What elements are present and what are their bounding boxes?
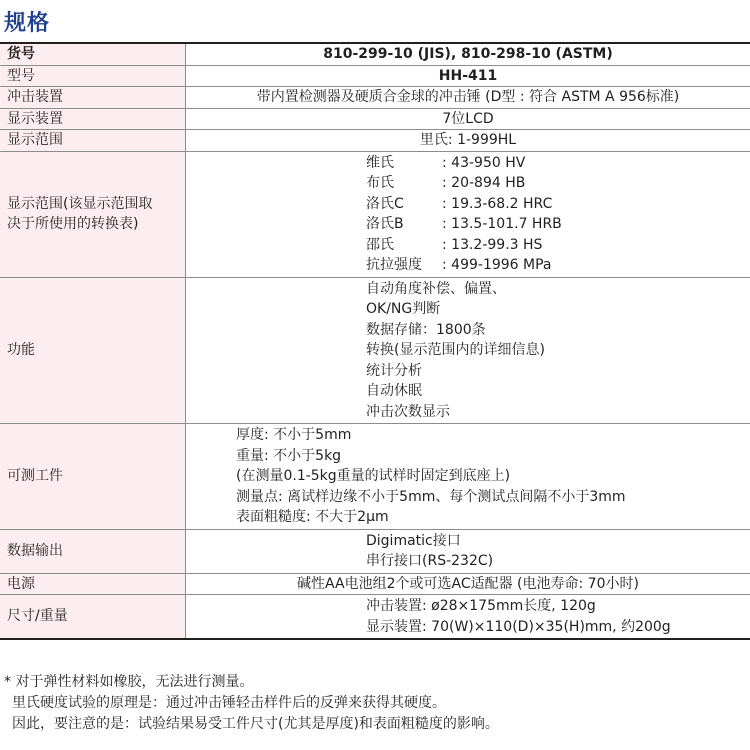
range-value: 里氏: 1-999HL	[186, 130, 750, 152]
row-label: 电源	[0, 573, 186, 595]
conv-label-line: 显示范围(该显示范围取	[7, 195, 153, 212]
function-values	[186, 277, 750, 424]
conv-value: : 20-894 HB	[442, 175, 526, 191]
function-item: 自动角度补偿、偏置、	[366, 280, 506, 297]
function-item: 统计分析	[366, 362, 422, 379]
row-label: 尺寸/重量	[0, 595, 186, 640]
size-item: 显示装置: 70(W)×110(D)×35(H)mm, 约200g	[366, 618, 671, 635]
table-row-model-no	[0, 43, 750, 65]
workpiece-values	[186, 424, 750, 530]
function-item: OK/NG判断	[366, 301, 441, 317]
conversion-list	[366, 153, 744, 276]
conv-value: : 43-950 HV	[442, 154, 526, 171]
output-item: Digimatic接口	[366, 532, 461, 549]
display-value: 7位LCD	[186, 108, 750, 130]
table-row-type	[0, 65, 750, 87]
size-values	[186, 595, 750, 640]
row-label: 功能	[0, 277, 186, 424]
power-value	[186, 573, 750, 595]
footnote: 因此，要注意的是：试验结果易受工件尺寸(尤其是厚度)和表面粗糙度的影响。	[12, 716, 499, 732]
type-value: HH-411	[186, 65, 750, 87]
workpiece-item: 表面粗糙度: 不大于2μm	[236, 509, 389, 525]
output-values	[186, 529, 750, 573]
row-label: 型号	[0, 65, 186, 87]
conv-key: 洛氏C	[366, 195, 404, 212]
conv-key: 邵氏	[366, 236, 394, 253]
page-title: 规格	[4, 11, 51, 36]
conversion-values	[186, 151, 750, 277]
model-no-value: 810-299-10 (JIS), 810-298-10 (ASTM)	[186, 43, 750, 65]
impact-value	[186, 87, 750, 109]
row-label: 冲击装置	[0, 87, 186, 109]
conv-value: : 499-1996 MPa	[442, 257, 552, 273]
row-label: 可测工件	[0, 424, 186, 530]
table-row-workpiece	[0, 424, 750, 530]
table-row-power	[0, 573, 750, 595]
row-label: 货号	[0, 43, 186, 65]
function-item: 自动休眠	[366, 383, 422, 399]
workpiece-item: 测量点: 离试样边缘不小于5mm、每个测试点间隔不小于3mm	[236, 488, 626, 505]
impact-text: 带内置检测器及硬质合金球的冲击锤 (D型 : 符合 ASTM A 956标准)	[256, 89, 680, 105]
workpiece-item: 重量: 不小于5kg	[236, 447, 342, 464]
spec-table	[0, 42, 750, 640]
workpiece-item: (在测量0.1-5kg重量的试样时固定到底座上)	[236, 468, 511, 484]
row-label: 显示范围	[0, 130, 186, 152]
footnote: * 对于弹性材料如橡胶，无法进行测量。	[4, 674, 254, 690]
conv-value: : 13.5-101.7 HRB	[442, 216, 562, 232]
function-item: 数据存储：1800条	[366, 321, 486, 338]
function-item: 冲击次数显示	[366, 403, 450, 420]
row-label: 显示装置	[0, 108, 186, 130]
conv-key: 布氏	[366, 175, 394, 191]
size-item: 冲击装置: ø28×175mm长度, 120g	[366, 598, 596, 614]
footnotes	[4, 672, 499, 735]
footnote: 里氏硬度试验的原理是：通过冲击锤轻击样件后的反弹来获得其硬度。	[12, 695, 446, 711]
row-label	[0, 151, 186, 277]
table-row-display	[0, 108, 750, 130]
table-row-range	[0, 130, 750, 152]
conv-key: 维氏	[366, 154, 394, 171]
table-row-conversion	[0, 151, 750, 277]
conv-key: 抗拉强度	[366, 257, 422, 273]
output-item: 串行接口(RS-232C)	[366, 553, 494, 569]
conv-value: : 19.3-68.2 HRC	[442, 195, 553, 212]
row-label: 数据输出	[0, 529, 186, 573]
table-row-output	[0, 529, 750, 573]
conv-key: 洛氏B	[366, 216, 404, 232]
power-text: 碱性AA电池组2个或可选AC适配器 (电池寿命: 70小时)	[297, 575, 639, 592]
table-row-impact	[0, 87, 750, 109]
table-row-size	[0, 595, 750, 640]
conv-label-line: 决于所使用的转换表)	[7, 216, 139, 232]
conv-value: : 13.2-99.3 HS	[442, 236, 543, 253]
table-row-function	[0, 277, 750, 424]
workpiece-item: 厚度: 不小于5mm	[236, 427, 352, 443]
function-item: 转换(显示范围内的详细信息)	[366, 342, 545, 358]
